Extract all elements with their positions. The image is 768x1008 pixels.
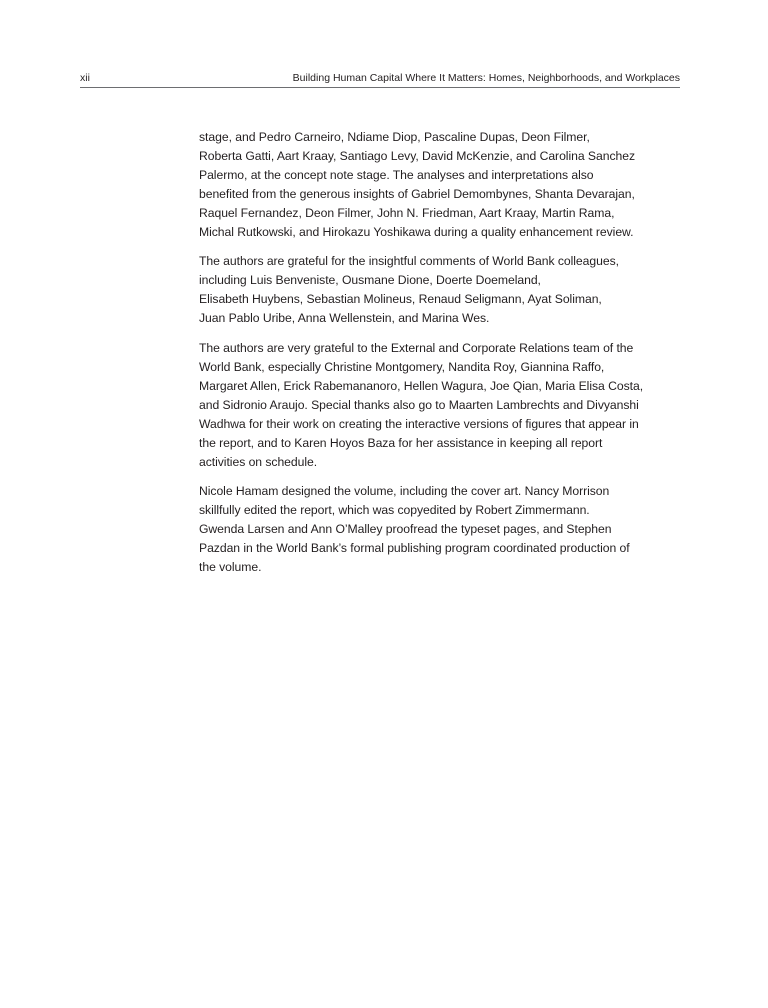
text-line: the volume. <box>199 560 262 575</box>
page-header <box>80 70 680 88</box>
text-line: Nicole Hamam designed the volume, including the cover art. Nancy Morrison <box>199 484 610 499</box>
paragraph-reviewers <box>199 128 681 241</box>
text-line: Margaret Allen, Erick Rabemananoro, Hellen Wagura, Joe Qian, Maria Elisa Costa, <box>199 378 644 393</box>
text-line: including Luis Benveniste, Ousmane Dione, Doerte Doemeland, <box>199 273 541 288</box>
text-line: Roberta Gatti, Aart Kraay, Santiago Levy, David McKenzie, and Carolina Sanchez <box>199 148 635 163</box>
text-line: Palermo, at the concept note stage. The analyses and interpretations also <box>199 167 594 182</box>
text-line: Raquel Fernandez, Deon Filmer, John N. Friedman, Aart Kraay, Martin Rama, <box>199 205 615 220</box>
text-line: Juan Pablo Uribe, Anna Wellenstein, and Marina Wes. <box>199 311 490 326</box>
text-line: stage, and Pedro Carneiro, Ndiame Diop, Pascaline Dupas, Deon Filmer, <box>199 130 590 144</box>
text-line: skillfully edited the report, which was copyedited by Robert Zimmermann. <box>199 503 590 518</box>
text-line: Gwenda Larsen and Ann O’Malley proofread the typeset pages, and Stephen <box>199 522 612 537</box>
running-title: Building Human Capital Where It Matters: Homes, Neighborhoods, and Workplaces <box>292 72 680 84</box>
paragraph-production <box>199 482 681 577</box>
text-line: Michal Rutkowski, and Hirokazu Yoshikawa during a quality enhancement review. <box>199 224 634 239</box>
text-line: and Sidronio Araujo. Special thanks also go to Maarten Lambrechts and Divyanshi <box>199 397 639 412</box>
text-line: benefited from the generous insights of Gabriel Demombynes, Shanta Devarajan, <box>199 186 635 201</box>
text-line: activities on schedule. <box>199 454 318 469</box>
text-line: The authors are grateful for the insightful comments of World Bank colleagues, <box>199 254 619 269</box>
paragraph-external-relations <box>199 339 681 471</box>
acknowledgments-body <box>199 128 681 588</box>
text-line: Elisabeth Huybens, Sebastian Molineus, Renaud Seligmann, Ayat Soliman, <box>199 292 602 307</box>
text-line: The authors are very grateful to the External and Corporate Relations team of the <box>199 341 634 356</box>
text-line: World Bank, especially Christine Montgomery, Nandita Roy, Giannina Raffo, <box>199 359 605 374</box>
text-line: Pazdan in the World Bank’s formal publishing program coordinated production of <box>199 541 630 556</box>
page-number: xii <box>80 72 90 84</box>
text-line: the report, and to Karen Hoyos Baza for her assistance in keeping all report <box>199 435 603 450</box>
text-line: Wadhwa for their work on creating the interactive versions of figures that appear in <box>199 416 639 431</box>
paragraph-colleagues <box>199 252 681 328</box>
